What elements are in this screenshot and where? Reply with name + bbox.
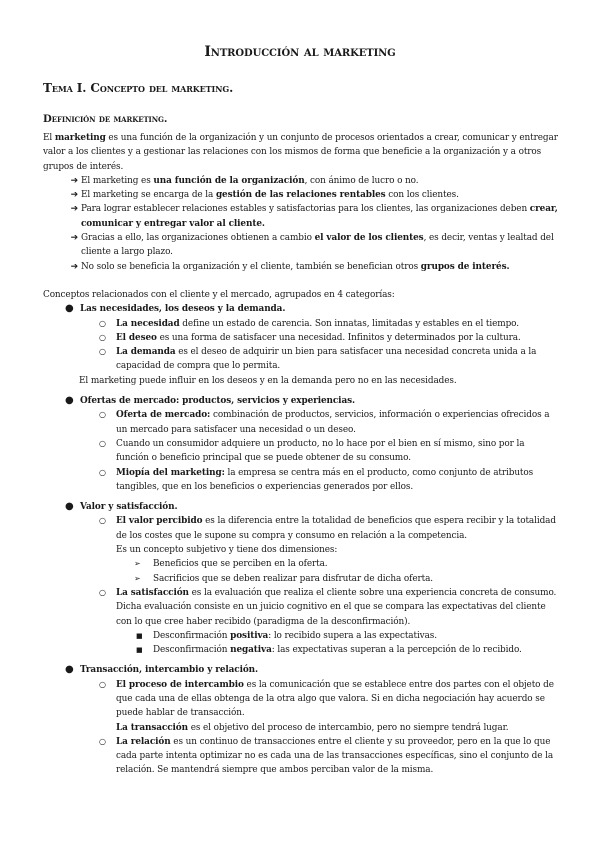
concept-needs (43, 302, 558, 388)
intro-paragraph (43, 131, 558, 174)
tema-heading: Tema I. Concepto del marketing. (43, 81, 234, 95)
list-item: ➔ No solo se beneficia la organización y el cliente, también se benefician otros grupos de interés. (43, 260, 558, 274)
concept-title: Transacción, intercambio y relación. (80, 665, 259, 676)
square-bullet-icon: ■ (136, 631, 143, 640)
arrowhead-icon: ➢ (134, 559, 141, 569)
arrow-icon: ➔ (70, 261, 78, 272)
arrow-icon: ➔ (70, 175, 78, 186)
list-item: ○ La necesidad define un estado de carencia. Son innatas, limitadas y estables en el tiempo. (80, 317, 558, 331)
bullet-icon: ● (65, 501, 74, 513)
list-item: ■ Desconfirmación negativa: las expectativas superan a la percepción de lo recibido. (116, 643, 558, 657)
circle-bullet-icon: ○ (99, 516, 106, 526)
circle-bullet-icon: ○ (99, 332, 106, 342)
bullet-icon: ● (65, 395, 74, 407)
arrow-icon: ➔ (70, 233, 78, 244)
circle-bullet-icon: ○ (99, 587, 106, 597)
sub-list (80, 514, 558, 657)
concepts-intro: Conceptos relacionados con el cliente y el mercado, agrupados en 4 categorías: (43, 289, 395, 300)
section-heading: Definición de marketing. (43, 113, 168, 125)
concept-title: Valor y satisfacción. (80, 502, 178, 513)
circle-bullet-icon: ○ (99, 318, 106, 328)
list-item: ○ El deseo es una forma de satisfacer una necesidad. Infinitos y determinados por la cultura. (80, 331, 558, 345)
bold-term: marketing (54, 133, 106, 143)
circle-bullet-icon: ○ (99, 467, 106, 477)
arrow-icon: ➔ (70, 204, 78, 215)
list-item: ○ Cuando un consumidor adquiere un producto, no lo hace por el bien en sí mismo, sino por la función o beneficio principal que se puede obtener de su consumo. (99, 438, 525, 464)
list-item: ○ Miopía del marketing: la empresa se centra más en el producto, como conjunto de atributos tangibles, que en los beneficios o experiencias generados por ellos. (99, 467, 534, 492)
dimensions-list (116, 557, 558, 586)
arrowhead-icon: ➢ (134, 573, 141, 583)
list-item: ○ La relación es un continuo de transacciones entre el cliente y su proveedor, pero en la que lo que cada parte intenta optimizar no es cada una de las transacciones específicas, sino el conjunto de la relación. Se mantendrá siempre que ambos perciban valor de la misma. (99, 736, 554, 776)
transaction-note: La transacción es el objetivo del proceso de intercambio, pero no siempre tendrá lugar. (116, 722, 509, 733)
list-item: ➔ El marketing es una función de la organización, con ánimo de lucro o no. (43, 174, 558, 188)
list-item: ○ La satisfacción es la evaluación que realiza el cliente sobre una experiencia concreta de consumo. Dicha evaluación consiste en un juicio cognitivo en el que se compara las expectativas del cliente con lo que cree haber recibido (paradigma de la desconfirmación). ■ Desconfirmación positiva: lo recibido supera a las expectativas. ■ Desconfirmación negativa: las expectativas superan a la percepción de lo recibido. (80, 586, 558, 657)
disconfirmation-list (116, 629, 558, 658)
circle-bullet-icon: ○ (99, 347, 106, 357)
bullet-icon: ● (65, 303, 74, 315)
bullet-icon: ● (65, 664, 74, 676)
concept-note: El marketing puede influir en los deseos y en la demanda pero no en las necesidades. (79, 375, 457, 386)
sub-list (80, 408, 558, 494)
concept-exchange (43, 663, 558, 777)
circle-bullet-icon: ○ (99, 679, 106, 689)
concept-title: Las necesidades, los deseos y la demanda. (80, 304, 286, 315)
list-item: ➔ Para lograr establecer relaciones estables y satisfactorias para los clientes, las organizaciones deben crear, comunicar y entregar valor al cliente. (70, 204, 558, 229)
text: es una función de la organización y un conjunto de procesos orientados a crear, comunicar y entregar valor a los clientes y a gestionar las relaciones con los mismos de forma que beneficie a la organización y a otros grupos de interés. (43, 133, 558, 172)
list-item: ○ El proceso de intercambio es la comunicación que se establece entre dos partes con el objeto de que cada una de ellas obtenga de la otra algo que valora. Si en dicha negociación hay acuerdo se puede hablar de transacción. La transacción es el objetivo del proceso de intercambio, pero no siempre tendrá lugar. (80, 678, 558, 735)
sub-list (80, 678, 558, 778)
list-item: ➔ Gracias a ello, las organizaciones obtienen a cambio el valor de los clientes, es decir, ventas y lealtad del cliente a largo plazo. (70, 233, 554, 258)
list-item: ➢ Beneficios que se perciben en la oferta. (116, 557, 558, 571)
list-item: ○ Oferta de mercado: combinación de productos, servicios, información o experiencias ofrecidos a un mercado para satisfacer una necesidad o un deseo. (99, 410, 550, 435)
list-item: ○ El valor percibido es la diferencia entre la totalidad de beneficios que espera recibir y la totalidad de los costes que le supone su compra y consumo en relación a la competencia. Es un concepto subjetivo y tiene dos dimensiones: ➢ Beneficios que se perciben en la oferta. ➢ Sacrificios que se deben realizar para disfrutar de dicha oferta. (80, 514, 558, 585)
page-title: Introducción al marketing (204, 44, 396, 60)
value-note: Es un concepto subjetivo y tiene dos dimensiones: (116, 545, 338, 556)
square-bullet-icon: ■ (136, 646, 143, 655)
list-item: ■ Desconfirmación positiva: lo recibido supera a las expectativas. (116, 629, 558, 643)
list-item: ➔ El marketing se encarga de la gestión de las relaciones rentables con los clientes. (43, 188, 558, 202)
concept-offers (43, 394, 558, 494)
circle-bullet-icon: ○ (99, 438, 106, 448)
concept-title: Ofertas de mercado: productos, servicios y experiencias. (80, 396, 355, 407)
concepts-list (43, 302, 558, 778)
circle-bullet-icon: ○ (99, 736, 106, 746)
list-item: ○ La demanda es el deseo de adquirir un bien para satisfacer una necesidad concreta unida a la capacidad de compra que lo permita. (99, 347, 537, 372)
arrow-icon: ➔ (70, 190, 78, 201)
text: El (43, 133, 55, 143)
concept-value (43, 500, 558, 657)
document-body (43, 131, 558, 778)
arrow-list (43, 174, 558, 274)
list-item: ➢ Sacrificios que se deben realizar para disfrutar de dicha oferta. (116, 572, 558, 586)
sub-list (80, 317, 558, 374)
circle-bullet-icon: ○ (99, 410, 106, 420)
